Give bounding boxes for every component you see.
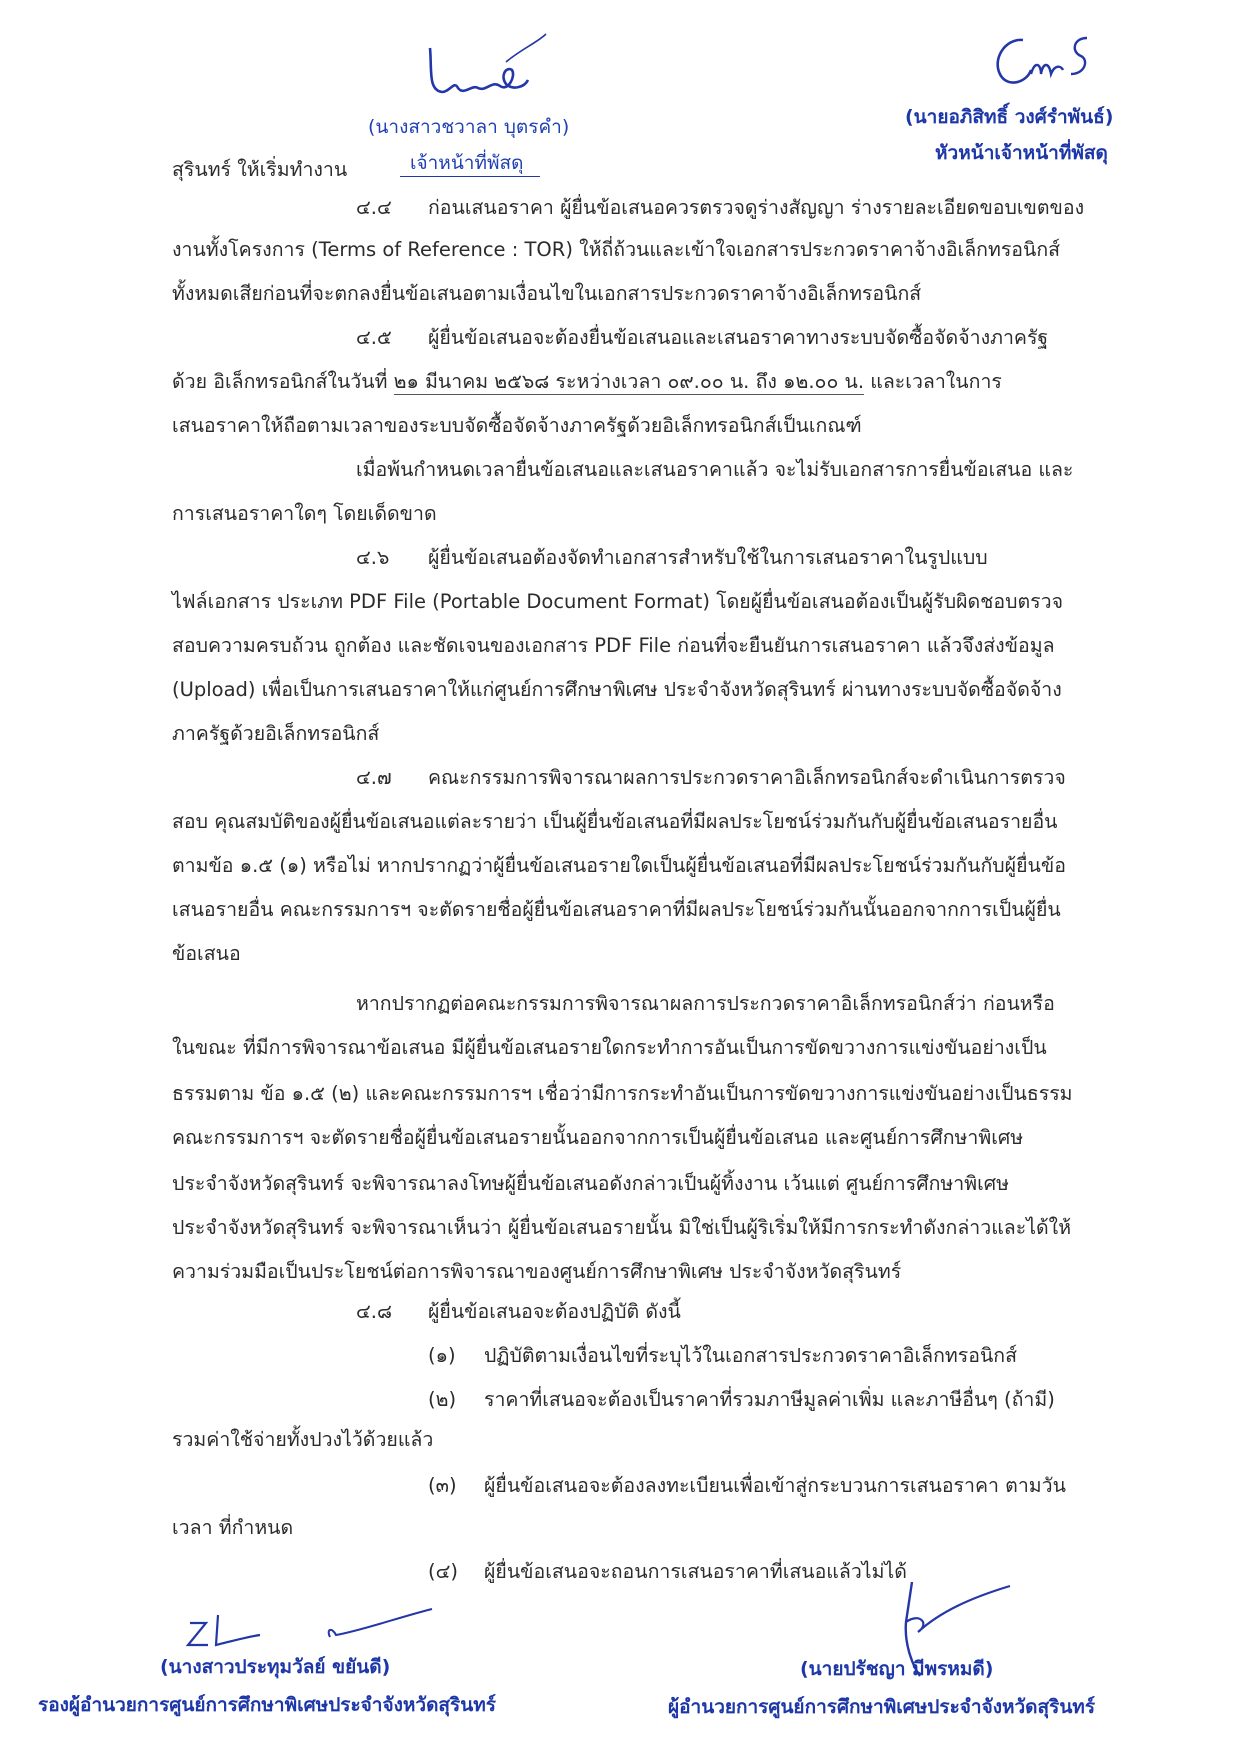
underline [400, 176, 540, 177]
paragraph-line: ในขณะ ที่มีการพิจารณาข้อเสนอ มีผู้ยื่นข้อเสนอรายใดกระทำการอันเป็นการขัดขวางการแข่งขันอย่างเป็น [172, 1036, 1047, 1059]
signer-name-top-left: (นางสาวชวาลา บุตรคำ) [368, 116, 570, 138]
signer-name-bottom-left: (นางสาวประทุมวัลย์ ขยันดี) [160, 1656, 391, 1678]
paragraph-line: งานทั้งโครงการ (Terms of Reference : TOR) ให้ถี่ถ้วนและเข้าใจเอกสารประกวดราคาจ้างอิเล็กทรอนิกส์ [172, 238, 1061, 261]
paragraph-line: สอบความครบถ้วน ถูกต้อง และชัดเจนของเอกสาร PDF File ก่อนที่จะยืนยันการเสนอราคา แล้วจึงส่งข้อมูล [172, 634, 1055, 657]
paragraph-line: ผู้ยื่นข้อเสนอจะต้องปฏิบัติ ดังนี้ [428, 1300, 681, 1323]
paragraph-line: สอบ คุณสมบัติของผู้ยื่นข้อเสนอแต่ละรายว่า เป็นผู้ยื่นข้อเสนอที่มีผลประโยชน์ร่วมกันกับผู้ยื่นข้อเสนอรายอื่น [172, 810, 1058, 833]
item-number: (๔) [428, 1560, 458, 1583]
paragraph-line: ปฏิบัติตามเงื่อนไขที่ระบุไว้ในเอกสารประกวดราคาอิเล็กทรอนิกส์ [484, 1344, 1018, 1367]
paragraph-line: ผู้ยื่นข้อเสนอจะต้องลงทะเบียนเพื่อเข้าสู่กระบวนการเสนอราคา ตามวัน [484, 1474, 1066, 1497]
date-tail-text: และเวลาในการ [870, 370, 1002, 393]
paragraph-line: ผู้ยื่นข้อเสนอจะถอนการเสนอราคาที่เสนอแล้วไม่ได้ [484, 1560, 907, 1583]
paragraph-line: ก่อนเสนอราคา ผู้ยื่นข้อเสนอควรตรวจดูร่างสัญญา ร่างรายละเอียดขอบเขตของ [428, 196, 1085, 219]
paragraph-line: ประจำจังหวัดสุรินทร์ จะพิจารณาเห็นว่า ผู้ยื่นข้อเสนอรายนั้น มิใช่เป็นผู้ริเริ่มให้มีการกระทำดังกล่าวและได้ให้ [172, 1216, 1072, 1239]
paragraph-line: เมื่อพ้นกำหนดเวลายื่นข้อเสนอและเสนอราคาแล้ว จะไม่รับเอกสารการยื่นข้อเสนอ และ [356, 458, 1074, 481]
paragraph-line: ราคาที่เสนอจะต้องเป็นราคาที่รวมภาษีมูลค่าเพิ่ม และภาษีอื่นๆ (ถ้ามี) [484, 1388, 1055, 1411]
signer-title-top-right: หัวหน้าเจ้าหน้าที่พัสดุ [935, 142, 1108, 164]
paragraph-line: เสนอราคาให้ถือตามเวลาของระบบจัดซื้อจัดจ้างภาครัฐด้วยอิเล็กทรอนิกส์เป็นเกณฑ์ [172, 414, 862, 437]
section-number: ๔.๖ [356, 546, 390, 569]
section-number: ๔.๘ [356, 1300, 393, 1323]
signer-title-bottom-right: ผู้อำนวยการศูนย์การศึกษาพิเศษประจำจังหวัดสุรินทร์ [668, 1696, 1096, 1718]
submission-datetime: ๒๑ มีนาคม ๒๕๖๘ ระหว่างเวลา ๐๙.๐๐ น. ถึง ๑๒.๐๐ น. [393, 370, 865, 393]
paragraph-line: ตามข้อ ๑.๕ (๑) หรือไม่ หากปรากฏว่าผู้ยื่นข้อเสนอรายใดเป็นผู้ยื่นข้อเสนอที่มีผลประโยชน์ร่วมกันกับผู้ยื่นข้อ [172, 854, 1066, 877]
paragraph-line: หากปรากฏต่อคณะกรรมการพิจารณาผลการประกวดราคาอิเล็กทรอนิกส์ว่า ก่อนหรือ [356, 992, 1055, 1015]
paragraph-line [172, 370, 1002, 394]
paragraph-line: ทั้งหมดเสียก่อนที่จะตกลงยื่นข้อเสนอตามเงื่อนไขในเอกสารประกวดราคาจ้างอิเล็กทรอนิกส์ [172, 282, 922, 305]
signature-bottom-left [180, 1605, 440, 1655]
signer-name-top-right: (นายอภิสิทธิ์ วงศ์รำพันธ์) [905, 106, 1114, 128]
paragraph-line: ประจำจังหวัดสุรินทร์ จะพิจารณาลงโทษผู้ยื่นข้อเสนอดังกล่าวเป็นผู้ทิ้งงาน เว้นแต่ ศูนย์การศึกษาพิเศษ [172, 1172, 1009, 1195]
item-number: (๒) [428, 1388, 457, 1411]
section-number: ๔.๕ [356, 326, 392, 349]
paragraph-line: การเสนอราคาใดๆ โดยเด็ดขาด [172, 502, 437, 525]
signer-name-bottom-right: (นายปรัชญา มีพรหมดี) [800, 1658, 994, 1680]
section-number: ๔.๗ [356, 766, 392, 789]
paragraph-line: เวลา ที่กำหนด [172, 1516, 294, 1539]
paragraph-line: คณะกรรมการฯ จะตัดรายชื่อผู้ยื่นข้อเสนอรายนั้นออกจากการเป็นผู้ยื่นข้อเสนอ และศูนย์การศึกษาพิเศษ [172, 1126, 1024, 1149]
item-number: (๑) [428, 1344, 456, 1367]
paragraph-line: ผู้ยื่นข้อเสนอจะต้องยื่นข้อเสนอและเสนอราคาทางระบบจัดซื้อจัดจ้างภาครัฐ [428, 326, 1049, 349]
paragraph-line: รวมค่าใช้จ่ายทั้งปวงไว้ด้วยแล้ว [172, 1428, 434, 1451]
date-intro-text: ด้วย อิเล็กทรอนิกส์ในวันที่ [172, 370, 388, 393]
signer-title-bottom-left: รองผู้อำนวยการศูนย์การศึกษาพิเศษประจำจังหวัดสุรินทร์ [38, 1694, 496, 1716]
paragraph-line: ธรรมตาม ข้อ ๑.๕ (๒) และคณะกรรมการฯ เชื่อว่ามีการกระทำอันเป็นการขัดขวางการแข่งขันอย่างเป็นธรรม [172, 1082, 1073, 1105]
signature-top-left [420, 30, 550, 110]
signature-top-right [985, 30, 1105, 90]
paragraph-line: สุรินทร์ ให้เริ่มทำงาน [172, 158, 348, 181]
paragraph-line: เสนอรายอื่น คณะกรรมการฯ จะตัดรายชื่อผู้ยื่นข้อเสนอราคาที่มีผลประโยชน์ร่วมกันนั้นออกจากการเป็นผู้ยื่น [172, 898, 1061, 921]
paragraph-line: คณะกรรมการพิจารณาผลการประกวดราคาอิเล็กทรอนิกส์จะดำเนินการตรวจ [428, 766, 1066, 789]
signer-title-top-left: เจ้าหน้าที่พัสดุ [410, 152, 524, 174]
paragraph-line: (Upload) เพื่อเป็นการเสนอราคาให้แก่ศูนย์การศึกษาพิเศษ ประจำจังหวัดสุรินทร์ ผ่านทางระบบจัดซื้อจัดจ้าง [172, 678, 1062, 701]
section-number: ๔.๔ [356, 196, 392, 219]
paragraph-line: ผู้ยื่นข้อเสนอต้องจัดทำเอกสารสำหรับใช้ในการเสนอราคาในรูปแบบ [428, 546, 988, 569]
paragraph-line: ข้อเสนอ [172, 942, 241, 965]
paragraph-line: ภาครัฐด้วยอิเล็กทรอนิกส์ [172, 722, 380, 745]
paragraph-line: ความร่วมมือเป็นประโยชน์ต่อการพิจารณาของศูนย์การศึกษาพิเศษ ประจำจังหวัดสุรินทร์ [172, 1260, 902, 1283]
item-number: (๓) [428, 1474, 457, 1497]
paragraph-line: ไฟล์เอกสาร ประเภท PDF File (Portable Document Format) โดยผู้ยื่นข้อเสนอต้องเป็นผู้รับผิดชอบตรวจ [172, 590, 1064, 613]
